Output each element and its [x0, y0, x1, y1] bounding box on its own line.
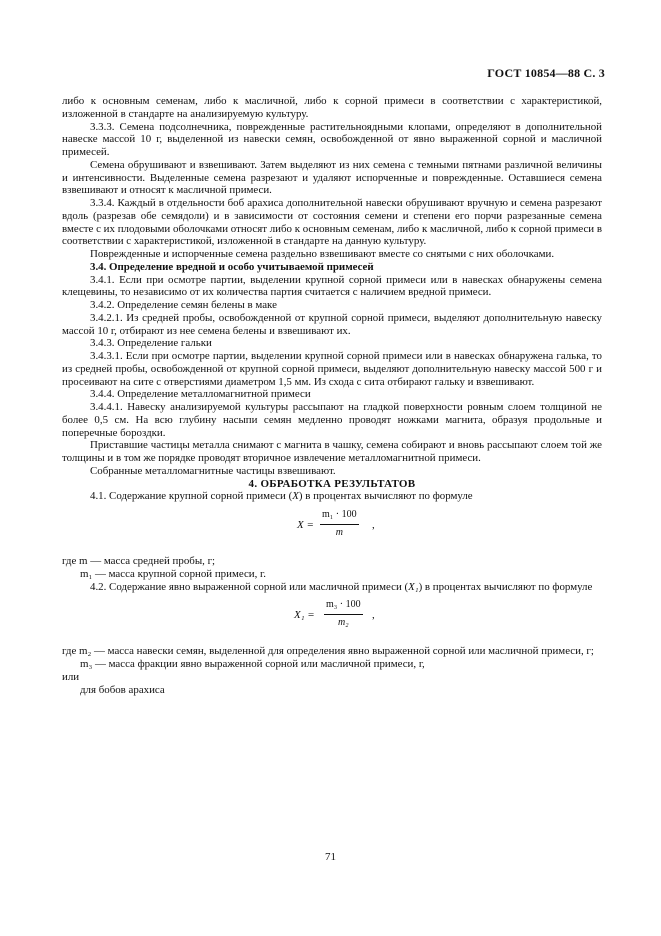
paragraph — [62, 581, 602, 594]
paragraph: 3.3.3. Семена подсолнечника, поврежденные растительноядными клопами, определяют в дополнительной навеске массой 10 г, выделенной из навески семян, освобожденной от явно выраженной сорной и масличной примесей. — [62, 120, 602, 158]
where-line: где m₂ — масса навески семян, выделенной для определения явно выраженной сорной или масличной примеси, г; — [62, 645, 594, 658]
paragraph: 3.4.1. Если при осмотре партии, выделении крупной сорной примеси или в навесках обнаружены семена клещевины, то независимо от их количества партия считается с наличием вредной примеси. — [62, 273, 602, 299]
paragraph: 3.4.2. Определение семян белены в маке — [90, 299, 277, 311]
text: 4.1. Содержание крупной сорной примеси ( — [90, 490, 293, 503]
formula-x — [62, 509, 602, 549]
subsection-heading: 3.4. Определение вредной и особо учитываемой примесей — [90, 260, 374, 273]
page-header: ГОСТ 10854—88 С. 3 — [487, 66, 605, 80]
formula-comma: , — [372, 519, 375, 531]
formula-denominator: m₂ — [337, 617, 349, 628]
paragraph: Собранные металломагнитные частицы взвешивают. — [90, 464, 336, 477]
formula-denominator: m — [335, 526, 343, 538]
section-title: 4. ОБРАБОТКА РЕЗУЛЬТАТОВ — [248, 477, 416, 490]
paragraph: 3.4.3. Определение гальки — [90, 337, 212, 350]
formula-fraction — [324, 599, 363, 630]
formula-lhs: X₁ = — [294, 609, 315, 622]
text: 4.2. Содержание явно выраженной сорной или масличной примеси ( — [90, 580, 409, 593]
text: ) в процентах вычисляют по формуле — [298, 490, 473, 503]
where-block-2 — [62, 645, 602, 696]
formula-lhs: X = — [297, 519, 314, 531]
where-line: для бобов арахиса — [80, 683, 165, 696]
variable: X₁ — [408, 580, 419, 593]
variable: X — [292, 490, 299, 503]
where-line: где m — масса средней пробы, г; — [62, 555, 216, 567]
formula-comma: , — [372, 609, 375, 622]
paragraph: 3.4.4. Определение металломагнитной примеси — [90, 388, 311, 401]
paragraph: 3.4.2.1. Из средней пробы, освобожденной от крупной сорной примеси, выделяют дополнительную навеску массой 10 г, отбирают из нее семена белены и взвешивают их. — [62, 311, 602, 337]
where-block-1 — [62, 555, 602, 581]
paragraph: либо к основным семенам, либо к масличной, либо к сорной примеси в соответствии с характеристикой, изложенной в стандарте на анализируемую культуру. — [62, 95, 602, 120]
paragraph: 3.4.4.1. Навеску анализируемой культуры рассыпают на гладкой поверхности ровным слоем толщиной не более 0,5 см. На всю глубину насыпи семян медленно проводят ножками магнита, образуя продольные и поперечные бороздки. — [62, 401, 602, 439]
text: ) в процентах вычисляют по формуле — [418, 580, 593, 593]
paragraph — [62, 490, 602, 503]
formula-numerator: m₃ · 100 — [324, 599, 363, 615]
where-line: m₁ — масса крупной сорной примеси, г. — [80, 567, 267, 580]
formula-fraction — [320, 509, 359, 540]
formula-numerator: m₁ · 100 — [320, 509, 359, 525]
paragraph: Приставшие частицы металла снимают с магнита в чашку, семена собирают и вновь рассыпают слоем той же толщины и в том же порядке проводят вторичное извлечение металломагнитной примеси. — [62, 439, 602, 464]
page-number: 71 — [325, 851, 336, 863]
paragraph: Поврежденные и испорченные семена раздельно взвешивают вместе со снятыми с них оболочками. — [90, 248, 555, 260]
paragraph: 3.4.3.1. Если при осмотре партии, выделении крупной сорной примеси или в навесках обнаружена галька, то из средней пробы, освобожденной от крупной сорной примеси, выделяют дополнительную навеску массой 500 г и просеивают на сите с отверстиями диаметром 1,5 мм. Из схода с сита отбирают гальку и взвешивают. — [62, 350, 602, 388]
where-line: m₃ — масса фракции явно выраженной сорной или масличной примеси, г, — [80, 658, 425, 670]
paragraph: Семена обрушивают и взвешивают. Затем выделяют из них семена с темными пятнами различной величины и интенсивности. Выделенные семена разрезают и удаляют испорченные и поврежденные. Оставшиеся семена взвешивают и относят к масличной примеси. — [62, 158, 602, 197]
body-text — [62, 95, 602, 696]
where-line: или — [62, 670, 80, 683]
paragraph: 3.3.4. Каждый в отдельности боб арахиса дополнительной навески обрушивают вручную и семена разрезают вдоль (разрезав обе семядоли) и в зависимости от состояния семени и степени его порчи разрезанные семена вместе с их плодовыми оболочками относят либо к основным семенам, либо к масличной, либо к сорной примеси в соответствии с характеристикой, изложенной в стандарте на данную культуру. — [62, 197, 602, 248]
formula-x1 — [62, 599, 602, 639]
